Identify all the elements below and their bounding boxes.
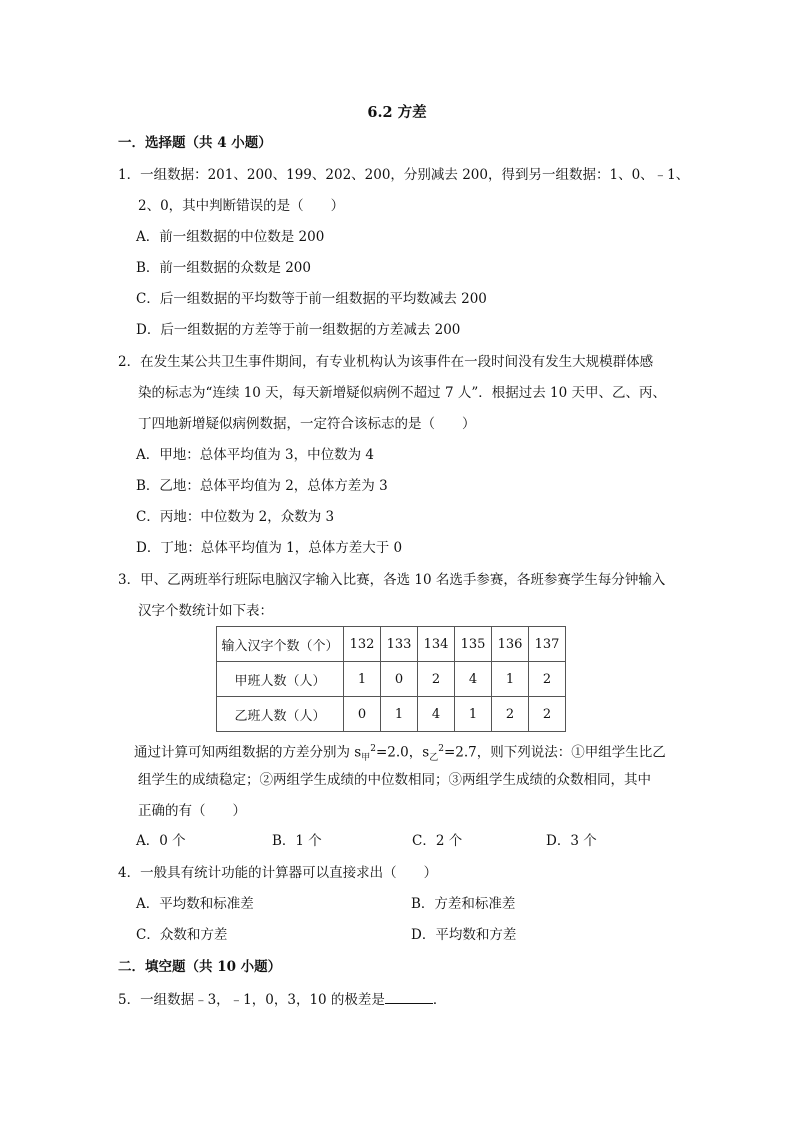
table-header-cell: 136	[492, 627, 529, 662]
table-cell: 2	[418, 662, 455, 697]
variance-superscript: 2	[438, 744, 444, 754]
variance-text-b: =2.0，s	[375, 744, 430, 761]
question-4-option-c: C．众数和方差	[136, 927, 228, 943]
table-cell: 1	[344, 662, 381, 697]
question-1-text: 1．一组数据：201、200、199、202、200，分别减去 200，得到另一组数据：1、0、﹣1、	[118, 167, 690, 183]
question-5-line	[118, 990, 446, 1009]
table-cell: 2	[529, 662, 566, 697]
table-cell: 1	[381, 697, 418, 732]
question-4-option-d: D．平均数和方差	[411, 927, 517, 943]
section-heading-choice: 一．选择题（共 4 小题）	[118, 135, 272, 151]
question-3-text-cont-4: 组学生的成绩稳定；②两组学生成绩的中位数相同；③两组学生成绩的众数相同，其中	[138, 772, 651, 788]
typing-stats-table	[216, 626, 566, 732]
table-header-cell: 输入汉字个数（个）	[217, 627, 344, 662]
table-cell: 0	[344, 697, 381, 732]
question-1-option-b: B．前一组数据的众数是 200	[136, 260, 311, 276]
question-3-option-b: B．1 个	[272, 833, 322, 849]
question-1-option-d: D．后一组数据的方差等于前一组数据的方差减去 200	[136, 322, 461, 338]
table-cell: 2	[529, 697, 566, 732]
question-2-option-a: A．甲地：总体平均值为 3，中位数为 4	[136, 447, 375, 463]
table-cell: 1	[455, 697, 492, 732]
table-header-row	[217, 627, 566, 662]
question-1-option-a: A．前一组数据的中位数是 200	[136, 229, 325, 245]
page-title: 6.2 方差	[367, 104, 427, 121]
question-2-option-b: B．乙地：总体平均值为 2，总体方差为 3	[136, 478, 388, 494]
table-cell: 4	[455, 662, 492, 697]
question-3-text: 3．甲、乙两班举行班际电脑汉字输入比赛，各选 10 名选手参赛，各班参赛学生每分钟输入	[118, 572, 666, 588]
question-1-text-cont: 2、0，其中判断错误的是（ ）	[138, 198, 345, 214]
question-3-text-cont-5: 正确的有（ ）	[138, 803, 246, 819]
variance-subscript-jia: 甲	[361, 753, 371, 764]
question-2-option-d: D．丁地：总体平均值为 1，总体方差大于 0	[136, 540, 403, 556]
variance-text-a: 通过计算可知两组数据的方差分别为 s	[134, 744, 362, 761]
variance-text-c: =2.7，则下列说法：①甲组学生比乙	[443, 744, 666, 761]
variance-subscript-yi: 乙	[429, 753, 439, 764]
table-row	[217, 697, 566, 732]
table-header-cell: 135	[455, 627, 492, 662]
table-header-cell: 137	[529, 627, 566, 662]
table-header-cell: 132	[344, 627, 381, 662]
question-1-option-c: C．后一组数据的平均数等于前一组数据的平均数减去 200	[136, 291, 487, 307]
question-2-text-cont-2: 丁四地新增疑似病例数据，一定符合该标志的是（ ）	[138, 416, 476, 432]
question-4-option-b: B．方差和标准差	[411, 896, 516, 912]
question-3-option-c: C．2 个	[412, 833, 463, 849]
table-cell: 4	[418, 697, 455, 732]
question-2-text: 2．在发生某公共卫生事件期间，有专业机构认为该事件在一段时间没有发生大规模群体感	[118, 354, 654, 370]
table-header-cell: 134	[418, 627, 455, 662]
section-heading-fill: 二．填空题（共 10 小题）	[118, 959, 282, 975]
question-5-end: ．	[432, 992, 447, 1008]
table-cell: 1	[492, 662, 529, 697]
question-2-option-c: C．丙地：中位数为 2，众数为 3	[136, 509, 335, 525]
question-3-variance-line	[134, 740, 666, 767]
table-row	[217, 662, 566, 697]
table-cell: 0	[381, 662, 418, 697]
question-5-text: 5．一组数据﹣3，﹣1，0，3，10 的极差是	[118, 992, 385, 1008]
table-cell: 甲班人数（人）	[217, 662, 344, 697]
variance-superscript: 2	[370, 744, 376, 754]
question-4-text: 4．一般具有统计功能的计算器可以直接求出（ ）	[118, 865, 438, 881]
question-4-option-a: A．平均数和标准差	[136, 896, 254, 912]
question-3-text-cont: 汉字个数统计如下表：	[138, 603, 273, 619]
question-2-text-cont: 染的标志为“连续 10 天，每天新增疑似病例不超过 7 人”．根据过去 10 天甲、乙、丙、	[138, 385, 666, 401]
question-3-option-d: D．3 个	[546, 833, 597, 849]
table-cell: 乙班人数（人）	[217, 697, 344, 732]
table-cell: 2	[492, 697, 529, 732]
question-3-option-a: A．0 个	[136, 833, 186, 849]
answer-blank[interactable]	[385, 990, 433, 1004]
table-header-cell: 133	[381, 627, 418, 662]
